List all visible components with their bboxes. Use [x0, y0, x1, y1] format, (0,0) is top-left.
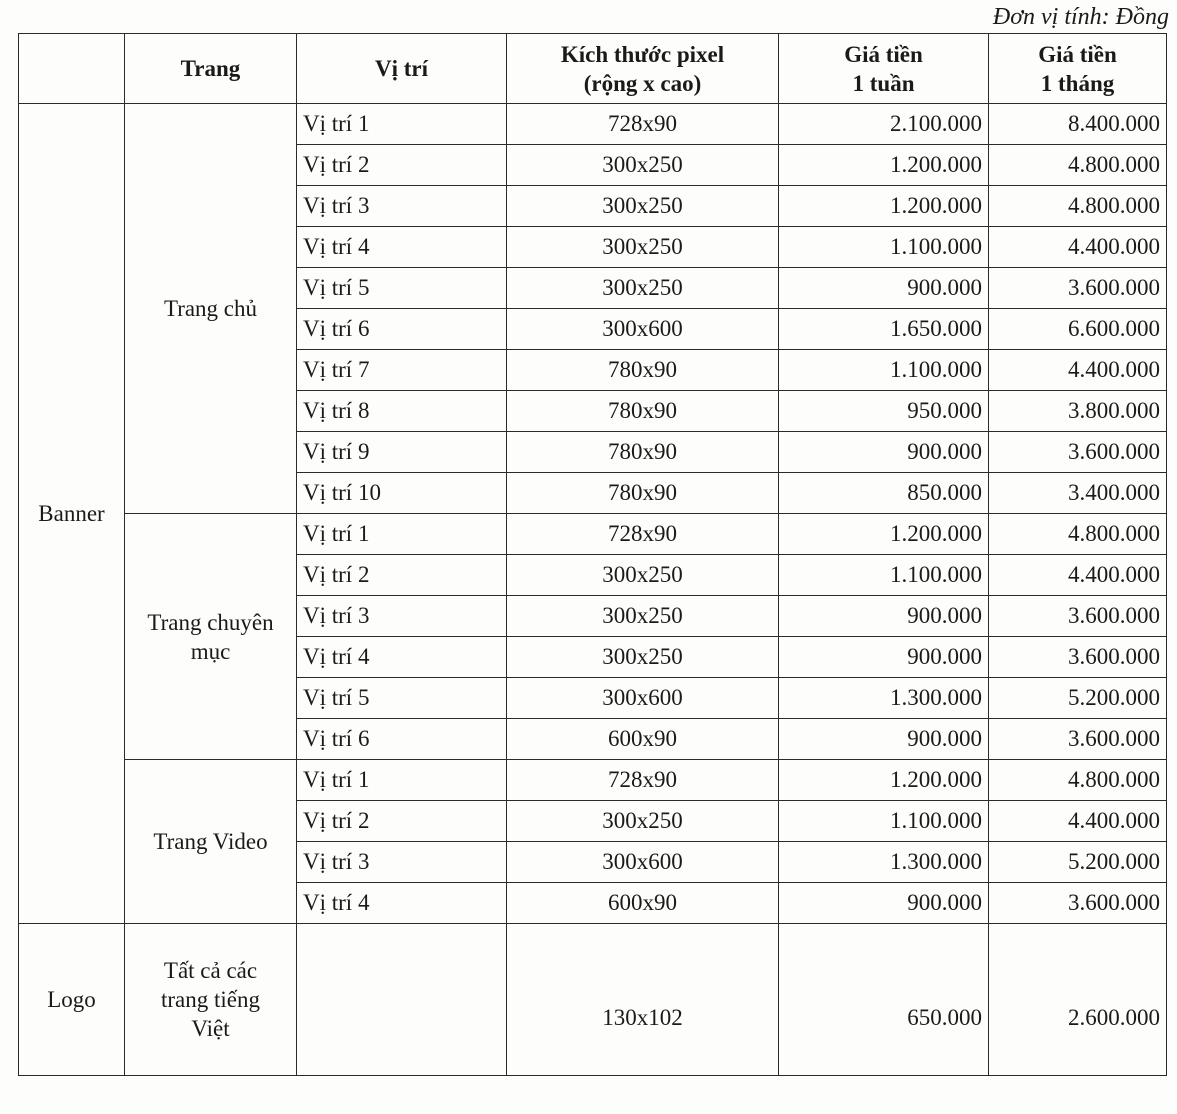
week-price-cell: 900.000: [779, 268, 989, 309]
position-cell: Vị trí 2: [297, 555, 507, 596]
position-cell: Vị trí 2: [297, 801, 507, 842]
month-price-cell: 4.400.000: [989, 227, 1167, 268]
size-cell: 780x90: [507, 350, 779, 391]
table-row: [19, 760, 1167, 801]
page-home-label: Trang chủ: [163, 296, 258, 321]
month-price-cell: 3.600.000: [989, 596, 1167, 637]
size-cell: 300x250: [507, 268, 779, 309]
size-cell: 300x250: [507, 801, 779, 842]
week-price-cell: 1.300.000: [779, 678, 989, 719]
size-cell: 780x90: [507, 432, 779, 473]
size-cell: 728x90: [507, 514, 779, 555]
size-cell: 300x250: [507, 186, 779, 227]
logo-page-line3: Việt: [191, 1016, 230, 1041]
size-cell: 300x250: [507, 227, 779, 268]
week-price-cell: 1.100.000: [779, 801, 989, 842]
header-size-line1: Kích thước pixel: [560, 41, 725, 67]
size-cell: 728x90: [507, 760, 779, 801]
position-cell: Vị trí 3: [297, 596, 507, 637]
page-video-label: Trang Video: [153, 829, 268, 854]
position-cell: [297, 924, 507, 1076]
month-price-cell: 4.400.000: [989, 555, 1167, 596]
month-price-cell: 4.400.000: [989, 350, 1167, 391]
week-price-cell: 1.650.000: [779, 309, 989, 350]
size-cell: 600x90: [507, 883, 779, 924]
month-price-cell: 2.600.000: [989, 924, 1167, 1076]
page-all-vietnamese: [125, 924, 297, 1076]
month-price-cell: 4.800.000: [989, 760, 1167, 801]
week-price-cell: 900.000: [779, 432, 989, 473]
position-cell: Vị trí 4: [297, 883, 507, 924]
page-category-line2: mục: [190, 638, 231, 664]
week-price-cell: 1.200.000: [779, 514, 989, 555]
size-cell: 300x250: [507, 555, 779, 596]
unit-note: Đơn vị tính: Đồng: [992, 4, 1169, 30]
table-row: [19, 104, 1167, 145]
table-row: [19, 514, 1167, 555]
header-position: Vị trí: [297, 34, 507, 104]
size-cell: 300x250: [507, 145, 779, 186]
position-cell: Vị trí 3: [297, 186, 507, 227]
page-category-line1: Trang chuyên: [147, 609, 274, 635]
header-week-line1: Giá tiền: [844, 41, 923, 67]
position-cell: Vị trí 6: [297, 309, 507, 350]
header-month-line2: 1 tháng: [1040, 70, 1115, 96]
position-cell: Vị trí 7: [297, 350, 507, 391]
month-price-cell: 4.800.000: [989, 145, 1167, 186]
logo-group-label: Logo: [19, 924, 125, 1076]
header-month-line1: Giá tiền: [1038, 41, 1117, 67]
size-cell: 300x600: [507, 309, 779, 350]
month-price-cell: 3.600.000: [989, 637, 1167, 678]
month-price-cell: 5.200.000: [989, 842, 1167, 883]
month-price-cell: 8.400.000: [989, 104, 1167, 145]
position-cell: Vị trí 2: [297, 145, 507, 186]
position-cell: Vị trí 3: [297, 842, 507, 883]
month-price-cell: 3.600.000: [989, 883, 1167, 924]
header-week-price: [779, 34, 989, 104]
position-cell: Vị trí 4: [297, 637, 507, 678]
logo-page-line1: Tất cả các: [163, 958, 258, 983]
week-price-cell: 1.300.000: [779, 842, 989, 883]
size-cell: 780x90: [507, 391, 779, 432]
month-price-cell: 3.600.000: [989, 432, 1167, 473]
week-price-cell: 900.000: [779, 596, 989, 637]
position-cell: Vị trí 4: [297, 227, 507, 268]
size-cell: 300x250: [507, 596, 779, 637]
position-cell: Vị trí 10: [297, 473, 507, 514]
header-week-line2: 1 tuần: [852, 70, 915, 96]
size-cell: 780x90: [507, 473, 779, 514]
table-row: [19, 924, 1167, 1076]
size-cell: 300x600: [507, 842, 779, 883]
header-month-price: [989, 34, 1167, 104]
size-cell: 728x90: [507, 104, 779, 145]
month-price-cell: 4.800.000: [989, 514, 1167, 555]
header-size: [507, 34, 779, 104]
month-price-cell: 5.200.000: [989, 678, 1167, 719]
logo-page-line2: trang tiếng: [161, 987, 260, 1012]
week-price-cell: 1.200.000: [779, 760, 989, 801]
month-price-cell: 3.600.000: [989, 268, 1167, 309]
week-price-cell: 850.000: [779, 473, 989, 514]
position-cell: Vị trí 5: [297, 678, 507, 719]
month-price-cell: 4.400.000: [989, 801, 1167, 842]
position-cell: Vị trí 1: [297, 760, 507, 801]
week-price-cell: 900.000: [779, 883, 989, 924]
size-cell: 300x600: [507, 678, 779, 719]
ad-price-table: [18, 33, 1167, 1076]
size-cell: 130x102: [507, 924, 779, 1076]
position-cell: Vị trí 1: [297, 514, 507, 555]
week-price-cell: 1.200.000: [779, 145, 989, 186]
week-price-cell: 1.100.000: [779, 350, 989, 391]
header-size-line2: (rộng x cao): [583, 70, 702, 96]
position-cell: Vị trí 1: [297, 104, 507, 145]
position-cell: Vị trí 5: [297, 268, 507, 309]
week-price-cell: 1.200.000: [779, 186, 989, 227]
month-price-cell: 3.600.000: [989, 719, 1167, 760]
size-cell: 600x90: [507, 719, 779, 760]
week-price-cell: 1.100.000: [779, 227, 989, 268]
header-page: Trang: [125, 34, 297, 104]
position-cell: Vị trí 8: [297, 391, 507, 432]
page-category: [125, 514, 297, 760]
size-cell: 300x250: [507, 637, 779, 678]
week-price-cell: 1.100.000: [779, 555, 989, 596]
week-price-cell: 900.000: [779, 637, 989, 678]
month-price-cell: 6.600.000: [989, 309, 1167, 350]
month-price-cell: 3.800.000: [989, 391, 1167, 432]
table-header-row: [19, 34, 1167, 104]
month-price-cell: 4.800.000: [989, 186, 1167, 227]
week-price-cell: 900.000: [779, 719, 989, 760]
month-price-cell: 3.400.000: [989, 473, 1167, 514]
week-price-cell: 2.100.000: [779, 104, 989, 145]
position-cell: Vị trí 9: [297, 432, 507, 473]
header-group: [19, 34, 125, 104]
page-video: [125, 760, 297, 924]
banner-group-label: Banner: [19, 104, 125, 924]
week-price-cell: 950.000: [779, 391, 989, 432]
week-price-cell: 650.000: [779, 924, 989, 1076]
position-cell: Vị trí 6: [297, 719, 507, 760]
page-home: [125, 104, 297, 514]
